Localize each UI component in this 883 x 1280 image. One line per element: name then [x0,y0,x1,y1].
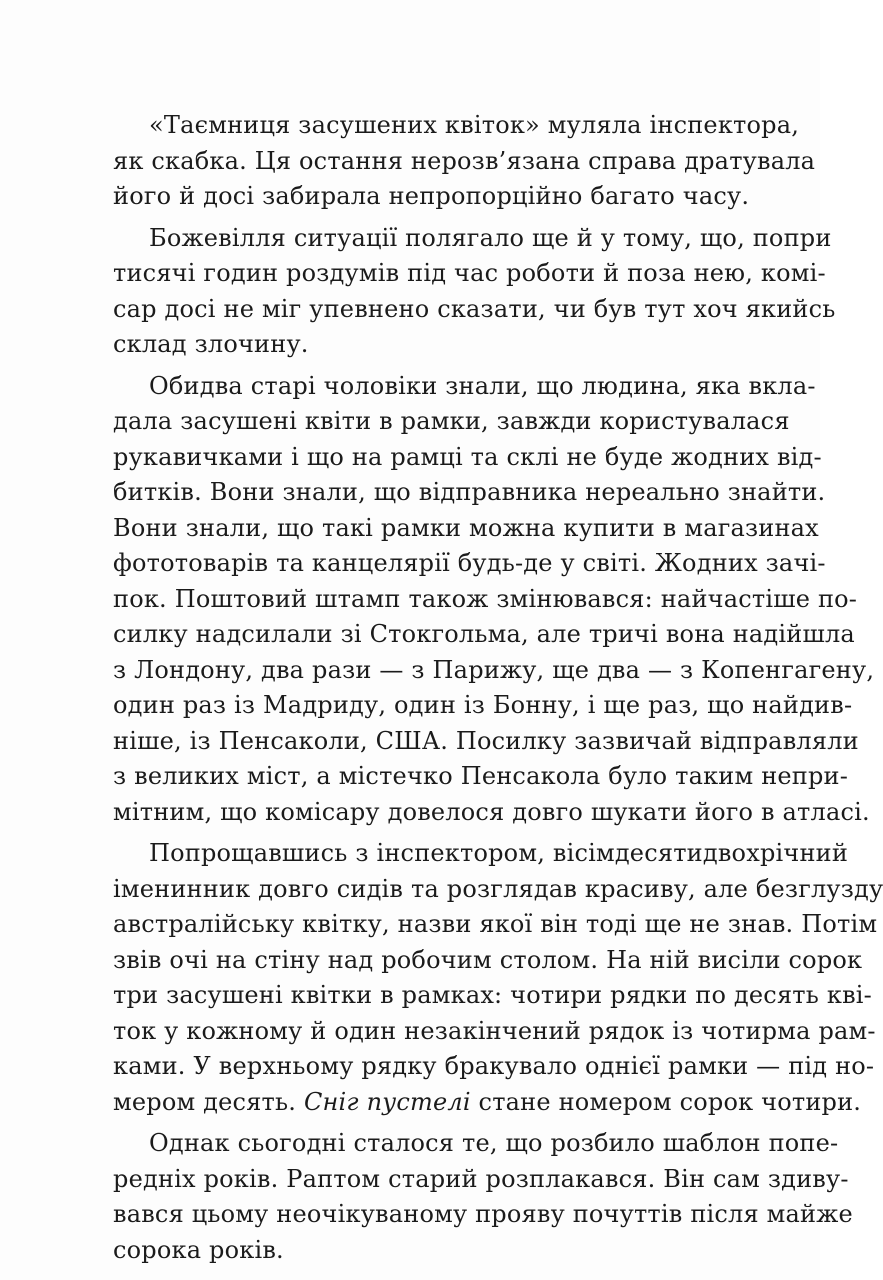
text-line: дала засушені квіти в рамки, завжди користувалася [113,407,790,435]
text-line: мітним, що комісару довелося довго шукати його в атласі. [113,797,870,826]
text-line: з великих міст, а містечко Пенсакола було таким непри- [113,762,849,790]
text-line: Обидва старі чоловіки знали, що людина, яка вкла- [149,371,816,400]
flower-name-italic: Сніг пустелі [303,1087,471,1116]
text-line: один раз із Мадриду, один із Бонну, і ще раз, що найдив- [113,691,853,719]
text-line: фототоварів та канцелярії будь-де у світі. Жодних зачі- [113,549,826,577]
text-line: тисячі годин роздумів під час роботи й поза нею, комі- [113,259,826,287]
text-line [113,1085,862,1121]
text-line: сорока років. [113,1235,284,1264]
text-line: рукавичками і що на рамці та склі не буде жодних від- [113,442,822,471]
text-line: редніх років. Раптом старий розплакався. Він сам здиву- [113,1164,849,1193]
text-line: з Лондону, два рази — з Парижу, ще два — з Копенгагену, [113,655,875,684]
text-line: іменинник довго сидів та розглядав красиву, але безглузду [113,874,883,903]
text-line: австралійську квітку, назви якої він тоді ще не знав. Потім [113,910,878,938]
body-text [113,108,883,1268]
text-line: звів очі на стіну над робочим столом. На ній висіли сорок [113,945,863,974]
text-line: Божевілля ситуації полягало ще й у тому, що, попри [149,223,832,252]
text-line: «Таємниця засушених квіток» муляла інспектора, [149,111,800,139]
text-line: Однак сьогодні сталося те, що розбило шаблон попе- [149,1129,839,1157]
text-fragment: стане номером сорок чотири. [470,1087,862,1116]
text-line: як скабка. Ця остання нерозв’язана справа дратувала [113,146,816,175]
text-line: сар досі не міг упевнено сказати, чи був тут хоч якийсь [113,294,836,323]
text-line: пок. Поштовий штамп також змінювався: найчастіше по- [113,584,858,613]
text-line: склад злочину. [113,330,309,358]
text-line: ніше, із Пенсаколи, США. Посилку зазвичай відправляли [113,726,859,755]
text-fragment: мером десять. [113,1087,297,1116]
text-line: три засушені квітки в рамках: чотири рядки по десять кві- [113,981,872,1009]
text-line: вався цьому неочікуваному прояву почуттів після майже [113,1200,853,1228]
text-line: ток у кожному й один незакінчений рядок із чотирма рам- [113,1016,876,1045]
text-line: його й досі забирала непропорційно багато часу. [113,182,750,210]
text-line: Попрощавшись з інспектором, вісімдесятидвохрічний [149,839,849,867]
text-line: ками. У верхньому рядку бракувало однієї рамки — під но- [113,1052,875,1080]
text-line: силку надсилали зі Стокгольма, але тричі вона надійшла [113,620,855,648]
text-line: Вони знали, що такі рамки можна купити в магазинах [113,513,819,542]
text-line: битків. Вони знали, що відправника нереально знайти. [113,478,826,506]
